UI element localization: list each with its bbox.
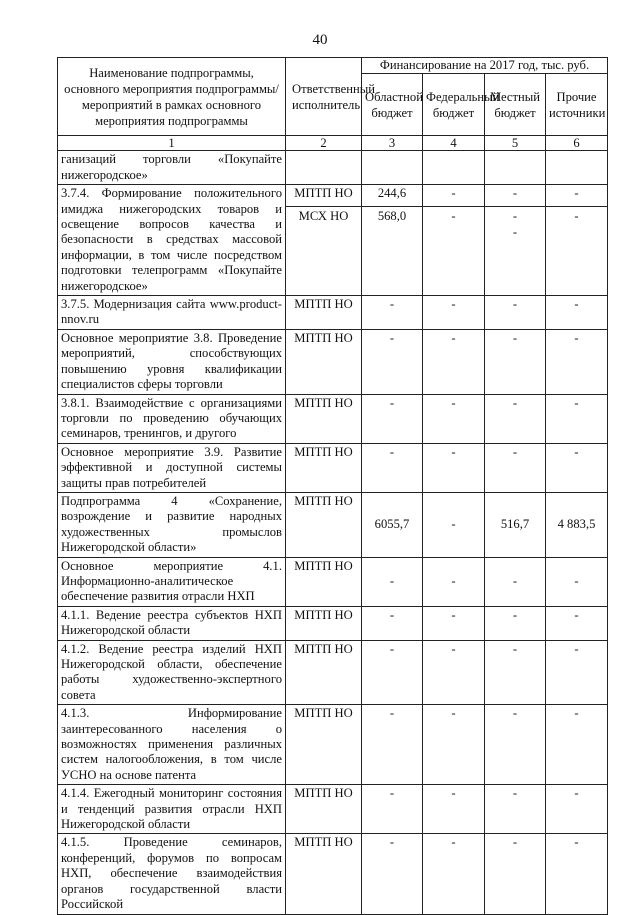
row-federal: - [423, 557, 485, 606]
row-federal: - [423, 705, 485, 785]
row-local [485, 151, 546, 185]
row-name: 3.7.5. Модернизация сайта www.product-nnov.ru [58, 296, 286, 330]
row-federal: - [423, 329, 485, 394]
row-federal: - [423, 296, 485, 330]
row-local: - [485, 834, 546, 914]
row-other: - [574, 186, 579, 201]
row-local: 516,7 [485, 492, 546, 557]
row-local: - [485, 394, 546, 443]
row-responsible: МПТП НО [286, 394, 362, 443]
table-row [58, 151, 608, 185]
table-row [58, 705, 608, 785]
column-number: 4 [423, 136, 485, 151]
row-regional: - [362, 606, 423, 640]
row-regional: - [362, 443, 423, 492]
row-federal: - [423, 443, 485, 492]
row-regional: - [362, 329, 423, 394]
row-responsible [286, 151, 362, 185]
header-federal: Федеральный бюджет [423, 74, 485, 136]
column-number-row [58, 136, 608, 151]
row-name: 4.1.5. Проведение семинаров, конференций, форумов по вопросам НХП, обеспечение взаимодействия органов государственной власти Российской [58, 834, 286, 914]
row-other: - [546, 296, 608, 330]
row-regional: - [362, 296, 423, 330]
header-financing: Финансирование на 2017 год, тыс. руб. [362, 58, 608, 74]
header-regional: Областной бюджет [362, 74, 423, 136]
header-responsible: Ответственный исполнитель [286, 58, 362, 136]
column-number: 3 [362, 136, 423, 151]
financing-table [57, 57, 608, 915]
table-row [58, 785, 608, 834]
column-number: 1 [58, 136, 286, 151]
row-other: - [546, 834, 608, 914]
row-responsible-2: МСХ НО [285, 206, 362, 224]
row-regional: - [362, 834, 423, 914]
table-row [58, 492, 608, 557]
row-regional-2: 568,0 [362, 206, 422, 224]
row-name: Основное мероприятие 3.9. Развитие эффективной и доступной системы защиты прав потребителей [58, 443, 286, 492]
row-other: - [546, 329, 608, 394]
row-local: - [485, 705, 546, 785]
row-other: - [546, 443, 608, 492]
row-federal: - [423, 492, 485, 557]
row-responsible: МПТП НО [286, 443, 362, 492]
row-name: 4.1.4. Ежегодный мониторинг состояния и тенденций развития отрасли НХП Нижегородской области [58, 785, 286, 834]
row-name: Подпрограмма 4 «Сохранение, возрождение и развитие народных художественных промыслов Нижегородской области» [58, 492, 286, 557]
row-regional: 244,6 [377, 186, 407, 201]
row-responsible: МПТП НО [286, 606, 362, 640]
row-responsible: МПТП НО [286, 785, 362, 834]
column-number: 6 [546, 136, 608, 151]
table-row [58, 394, 608, 443]
row-federal: - [423, 834, 485, 914]
row-responsible: МПТП НО [286, 492, 362, 557]
table-row [58, 557, 608, 606]
row-other-2: - [546, 206, 607, 224]
table-row [58, 185, 608, 296]
row-federal: - [423, 606, 485, 640]
row-local: - [512, 186, 518, 201]
row-responsible: МПТП НО [286, 834, 362, 914]
row-local: - [485, 443, 546, 492]
row-federal: - [423, 640, 485, 705]
table-row [58, 606, 608, 640]
row-local: - [485, 296, 546, 330]
row-other: 4 883,5 [546, 492, 608, 557]
row-other [546, 151, 608, 185]
row-federal-2: - [423, 206, 484, 224]
row-federal: - [423, 394, 485, 443]
row-name: 3.7.4. Формирование положительного имиджа нижегородских товаров и освещение вопросов качества и безопасности в средствах массовой информации, в том числе посредством подготовки телепрограмм «Покупайте нижегородское» [58, 185, 286, 296]
row-other: - [546, 640, 608, 705]
row-other: - [546, 394, 608, 443]
row-responsible: МПТП НО [294, 186, 353, 201]
row-regional: - [362, 557, 423, 606]
header-name: Наименование подпрограммы, основного мероприятия подпрограммы/мероприятий в рамках основного мероприятия подпрограммы [58, 58, 286, 136]
row-name: 4.1.3. Информирование заинтересованного населения о возможностях применения различных систем налогообложения, в том числе УСНО на основе патента [58, 705, 286, 785]
row-name: Основное мероприятие 4.1. Информационно-аналитическое обеспечение развития отрасли НХП [58, 557, 286, 606]
row-regional: - [362, 785, 423, 834]
row-name: 4.1.1. Ведение реестра субъектов НХП Нижегородской области [58, 606, 286, 640]
row-regional: - [362, 705, 423, 785]
row-regional: - [362, 394, 423, 443]
row-federal [423, 151, 485, 185]
row-name: Основное мероприятие 3.8. Проведение мероприятий, способствующих повышению уровня квалификации специалистов сферы торговли [58, 329, 286, 394]
row-local-3: - [512, 224, 518, 239]
row-regional [362, 151, 423, 185]
header-other: Прочие источники [546, 74, 608, 136]
row-regional: - [362, 640, 423, 705]
table-row [58, 834, 608, 914]
row-local: - [485, 785, 546, 834]
row-name: 4.1.2. Ведение реестра изделий НХП Нижегородской области, обеспечение работы художественно-экспертного совета [58, 640, 286, 705]
row-local: - [485, 606, 546, 640]
column-number: 2 [286, 136, 362, 151]
row-local: - [485, 640, 546, 705]
row-responsible: МПТП НО [286, 329, 362, 394]
row-local: - [485, 329, 546, 394]
row-other: - [546, 606, 608, 640]
row-name: 3.8.1. Взаимодействие с организациями торговли по проведению обучающих семинаров, тренингов, и другого [58, 394, 286, 443]
header-row-1 [58, 58, 608, 74]
row-responsible: МПТП НО [286, 557, 362, 606]
row-other: - [546, 785, 608, 834]
column-number: 5 [485, 136, 546, 151]
table-row [58, 296, 608, 330]
table-row [58, 329, 608, 394]
row-federal: - [423, 785, 485, 834]
row-other: - [546, 557, 608, 606]
row-local-2: - [512, 209, 518, 224]
table-row [58, 640, 608, 705]
row-responsible: МПТП НО [286, 296, 362, 330]
row-responsible: МПТП НО [286, 705, 362, 785]
row-federal: - [451, 186, 456, 201]
page-number: 40 [312, 32, 328, 48]
row-name: ганизаций торговли «Покупайте нижегородское» [58, 151, 286, 185]
row-other: - [546, 705, 608, 785]
header-local: Местный бюджет [485, 74, 546, 136]
row-responsible: МПТП НО [286, 640, 362, 705]
row-local: - [485, 557, 546, 606]
table-row [58, 443, 608, 492]
row-regional: 6055,7 [362, 492, 423, 557]
